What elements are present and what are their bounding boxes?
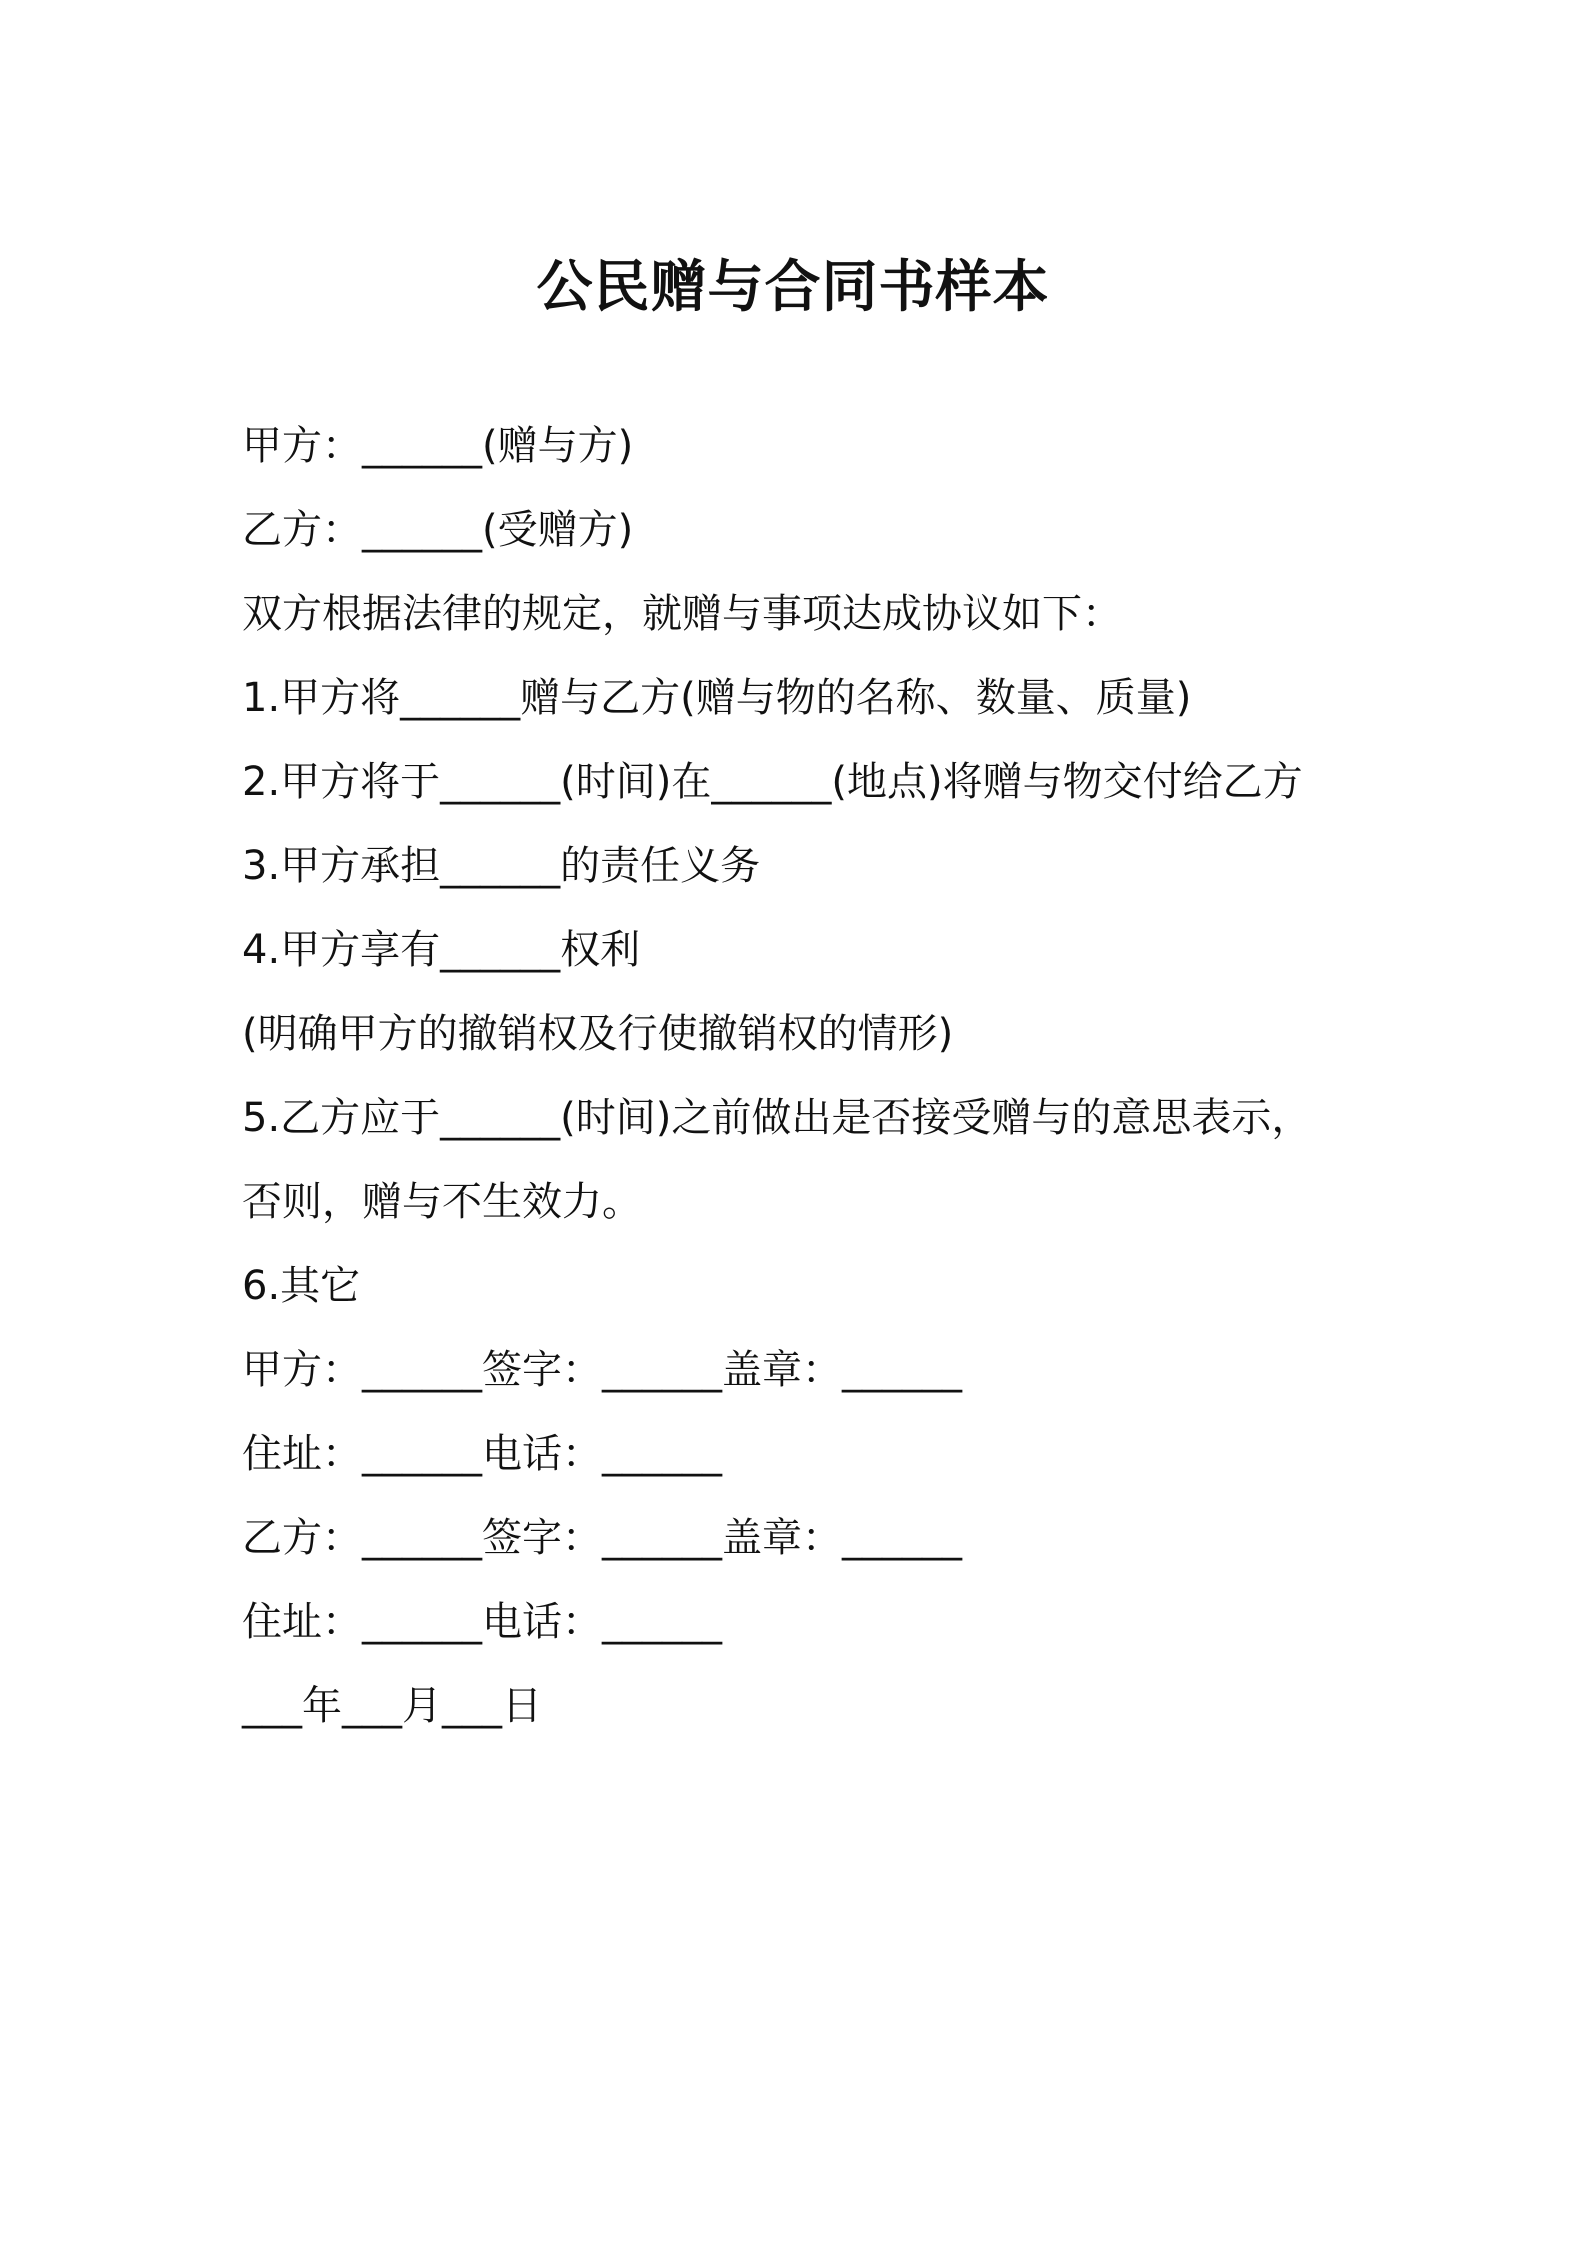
party-a-signature-line: 甲方：______签字：______盖章：______ <box>242 1347 962 1393</box>
party-b-contact-line: 住址：______电话：______ <box>242 1599 722 1645</box>
party-b-line: 乙方：______(受赠方) <box>242 507 634 553</box>
clause-5-continued: 否则，赠与不生效力。 <box>242 1179 642 1225</box>
party-a-contact-line: 住址：______电话：______ <box>242 1431 722 1477</box>
clause-2: 2.甲方将于______(时间)在______(地点)将赠与物交付给乙方 <box>242 759 1303 805</box>
clause-4: 4.甲方享有______权利 <box>242 927 641 973</box>
date-line: ___年___月___日 <box>242 1683 542 1729</box>
agreement-intro: 双方根据法律的规定，就赠与事项达成协议如下： <box>242 591 1122 637</box>
clause-6: 6.其它 <box>242 1263 361 1309</box>
clause-5: 5.乙方应于______(时间)之前做出是否接受赠与的意思表示， <box>242 1095 1312 1141</box>
clause-4-note: (明确甲方的撤销权及行使撤销权的情形) <box>242 1011 954 1057</box>
party-a-line: 甲方：______(赠与方) <box>242 423 634 469</box>
clause-3: 3.甲方承担______的责任义务 <box>242 843 761 889</box>
document-body <box>242 404 1392 1748</box>
clause-1: 1.甲方将______赠与乙方(赠与物的名称、数量、质量) <box>242 675 1192 721</box>
document-title: 公民赠与合同书样本 <box>536 255 1050 320</box>
party-b-signature-line: 乙方：______签字：______盖章：______ <box>242 1515 962 1561</box>
